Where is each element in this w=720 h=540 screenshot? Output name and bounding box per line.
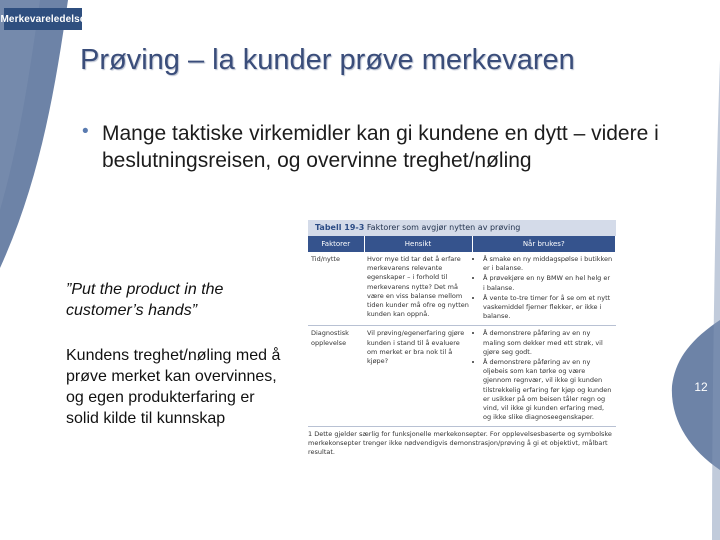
slide-title: Prøving – la kunder prøve merkevaren (80, 44, 575, 76)
list-item: • Å demonstrere påføring av en ny maling som dekker med ett strøk, vil gjøre seg godt. (483, 329, 613, 357)
table-cell-factor: Tid/nytte (308, 252, 364, 326)
table-cell-purpose: Vil prøving/egenerfaring gjøre kunden i stand til å evaluere om merket er bra nok til å kjøpe? (364, 326, 472, 427)
table-header: Hensikt (364, 236, 472, 252)
quote-text: ”Put the product in the customer’s hands” (66, 281, 224, 319)
list-item: • Å demonstrere påføring av en ny oljebeis som kan tørke og være gjennom regnvær, vil ikke gi kunden tilstrekkelig erfaring før kjøp og kunden er usikker på om beisen tåler regn og vind, vil ikke gi kunden erfaring med, og ikke slike diagnoseegenskaper. (483, 358, 613, 422)
table-cell-factor: Diagnostisk opplevelse (308, 326, 364, 427)
table-caption-text: Faktorer som avgjør nytten av prøving (366, 223, 521, 232)
table-caption-label: Tabell 19-3 (315, 223, 365, 232)
table-header: Faktorer (308, 236, 364, 252)
bullet-point (82, 120, 692, 174)
table-cell-when (472, 326, 616, 427)
bullet-marker-icon: • (82, 121, 89, 142)
list-item: • Å vente to-tre timer for å se om et nytt vaskemiddel fjerner flekker, er ikke i balanse. (483, 294, 613, 322)
bullet-text: Mange taktiske virkemidler kan gi kundene en dytt – videre i beslutningsreisen, og overvinne treghet/nøling (102, 122, 659, 172)
body-text: Kundens treghet/nøling med å prøve merket kan overvinnes, og egen produkterfaring er solid kilde til kunnskap (66, 347, 281, 427)
table-footnote: 1 Dette gjelder særlig for funksjonelle merkekonsepter. For opplevelsesbaserte og symbolske merkekonsepter trenger ikke nødvendigvis demonstrasjon/prøving å gi et objektivt, målbart resultat. (308, 430, 612, 457)
page-number: 12 (694, 380, 708, 394)
list-item: • Å smake en ny middagspølse i butikken er i balanse. (483, 255, 613, 273)
factors-table-image (308, 220, 616, 462)
table-row (308, 326, 616, 427)
list-item: • Å prøvekjøre en ny BMW en hel helg er i balanse. (483, 274, 613, 292)
table-cell-when (472, 252, 616, 326)
table-caption (308, 220, 616, 236)
table-row (308, 252, 616, 326)
table-header: Når brukes? (472, 236, 616, 252)
table-cell-purpose: Hvor mye tid tar det å erfare merkevarens relevante egenskaper – i forhold til merkevarens nytte? Det må være en viss balanse mellom tiden kunder må ofre og nytten kunden kan oppnå. (364, 252, 472, 326)
brand-label: Merkevareledelse (4, 8, 82, 30)
factors-table (308, 236, 616, 427)
